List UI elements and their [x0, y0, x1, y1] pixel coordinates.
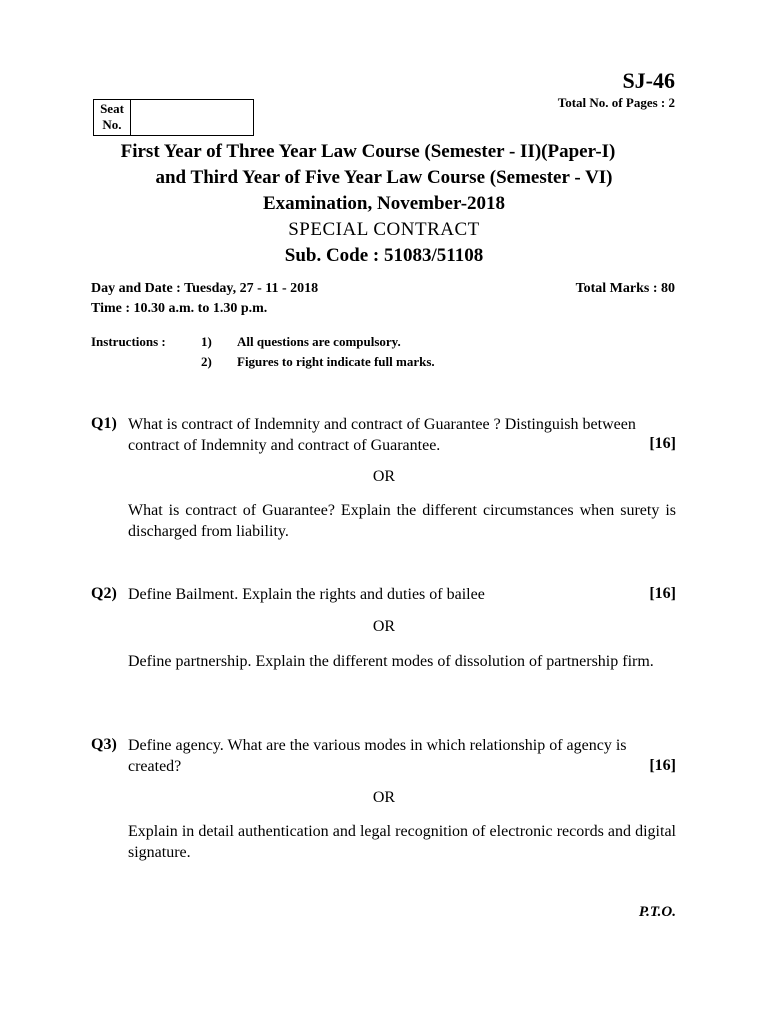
instruction-num: 1) [201, 334, 212, 349]
subject-title: SPECIAL CONTRACT [288, 219, 480, 240]
seat-label [94, 100, 131, 135]
or-separator: OR [372, 618, 396, 635]
paper-code: SJ-46 [622, 68, 675, 93]
title-line-1: First Year of Three Year Law Course (Semester - II)(Paper-I) [120, 141, 616, 162]
total-marks: Total Marks : 80 [575, 281, 675, 296]
seat-label-line2: No. [102, 117, 122, 132]
instructions-label: Instructions : [91, 334, 166, 349]
or-separator: OR [372, 789, 396, 806]
question-text-line: What is contract of Indemnity and contract of Guarantee ? Distinguish between [128, 416, 636, 433]
or-separator: OR [372, 468, 396, 485]
please-turn-over: P.T.O. [638, 904, 676, 920]
seat-number-box [93, 99, 254, 136]
day-date: Day and Date : Tuesday, 27 - 11 - 2018 [91, 281, 319, 296]
sub-code: Sub. Code : 51083/51108 [284, 245, 484, 266]
question-text-line: contract of Indemnity and contract of Guarantee. [128, 437, 441, 454]
question-number: Q2) [91, 585, 117, 602]
question-text-line: Define Bailment. Explain the rights and duties of bailee [128, 586, 485, 603]
instruction-num: 2) [201, 354, 212, 369]
question-alternative: Explain in detail authentication and legal recognition of electronic records and digital signature. [128, 823, 676, 861]
question-alternative: Define partnership. Explain the different modes of dissolution of partnership firm. [128, 653, 654, 670]
instruction-text: Figures to right indicate full marks. [237, 354, 435, 369]
title-line-2: and Third Year of Five Year Law Course (Semester - VI) [155, 167, 613, 188]
question-marks: [16] [649, 435, 676, 452]
seat-label-line1: Seat [100, 101, 124, 116]
exam-time: Time : 10.30 a.m. to 1.30 p.m. [91, 301, 268, 316]
title-line-3: Examination, November-2018 [262, 193, 506, 214]
question-marks: [16] [649, 757, 676, 774]
question-number: Q1) [91, 415, 117, 432]
question-text-line: created? [128, 758, 182, 775]
question-number: Q3) [91, 736, 117, 753]
question-text-line: Define agency. What are the various modes in which relationship of agency is [128, 737, 627, 754]
question-marks: [16] [649, 585, 676, 602]
instruction-text: All questions are compulsory. [237, 334, 401, 349]
total-pages: Total No. of Pages : 2 [557, 95, 675, 110]
question-alternative: What is contract of Guarantee? Explain the different circumstances when surety is discharged from liability. [128, 502, 676, 540]
